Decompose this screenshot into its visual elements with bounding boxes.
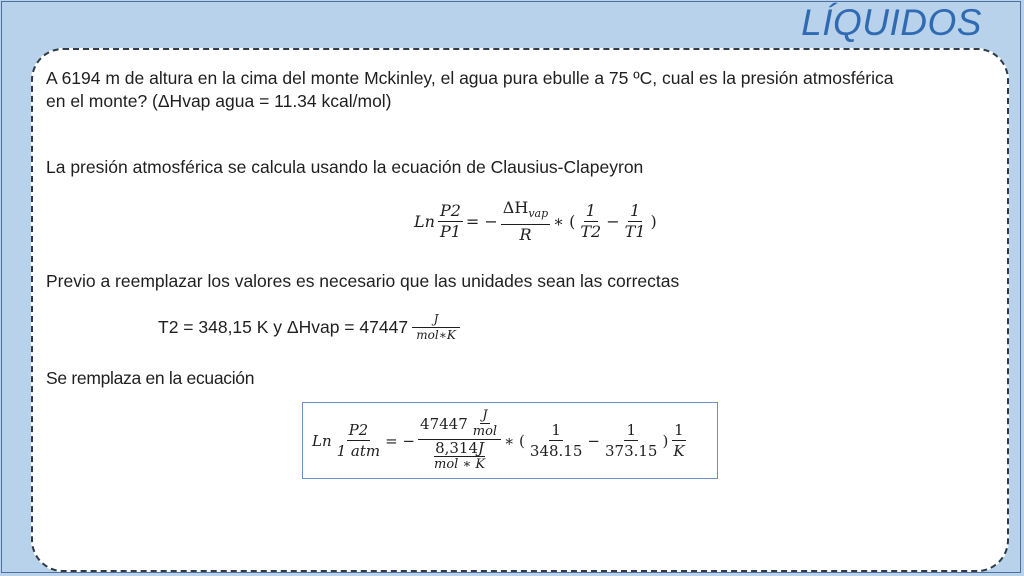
one-numerator: 1 [629, 201, 641, 221]
equals-minus: = − [385, 431, 416, 450]
unit-denominator: mol [472, 424, 498, 439]
t1-denominator: T1 [624, 222, 646, 242]
r-constant: R [519, 225, 532, 245]
enthalpy-number: 47447 [420, 414, 468, 433]
p-ratio-fraction [438, 201, 463, 242]
ln-label: Ln [414, 212, 435, 232]
enthalpy-unit [471, 408, 499, 439]
unit-numerator: J [412, 312, 460, 328]
t-a-denominator: 348.15 [529, 442, 583, 460]
close-paren: ) [662, 431, 669, 450]
big-compound-fraction [418, 408, 501, 473]
content-panel [31, 48, 1009, 572]
inv-348-fraction [528, 420, 585, 461]
inv-t1-fraction [623, 201, 648, 242]
p2-numerator: P2 [348, 421, 369, 439]
close-paren: ) [650, 212, 657, 232]
enthalpy-value [418, 408, 501, 440]
k-denominator: K [673, 442, 685, 460]
replace-heading: Se remplaza en la ecuación [46, 368, 255, 388]
problem-line-2: en el monte? (ΔHvap agua = 11.34 kcal/mol) [46, 91, 392, 111]
clausius-clapeyron-equation [414, 198, 657, 245]
unit-denominator: mol∗K [416, 328, 456, 342]
times-open-paren: ∗ ( [553, 212, 576, 232]
ln-label: Ln [312, 431, 332, 450]
values-line [158, 312, 460, 343]
inv-k-fraction [671, 420, 686, 461]
minus-sign: − [606, 212, 620, 232]
equals-minus: = − [465, 212, 498, 232]
values-text: T2 = 348,15 K y ΔHvap = 47447 [158, 317, 409, 337]
inv-t2-fraction [578, 201, 603, 242]
t2-denominator: T2 [580, 222, 602, 242]
unit-numerator: J [482, 408, 488, 423]
atm-denominator: 1 atm [336, 442, 381, 460]
p1-denominator: P1 [439, 222, 461, 242]
gas-constant-value [432, 440, 487, 473]
inv-373-fraction [603, 420, 660, 461]
one-numerator: 1 [626, 421, 636, 439]
enthalpy-fraction [501, 198, 550, 245]
problem-line-1: A 6194 m de altura en la cima del monte Mckinley, el agua pura ebulle a 75 ºC, cual es la presión atmosférica [46, 68, 894, 88]
intro-text: La presión atmosférica se calcula usando la ecuación de Clausius-Clapeyron [46, 157, 644, 177]
t-b-denominator: 373.15 [604, 442, 658, 460]
one-numerator: 1 [551, 421, 561, 439]
one-numerator: 1 [585, 201, 596, 221]
gas-constant-unit-den: mol ∗ K [434, 457, 486, 472]
p2-over-atm-fraction [335, 420, 383, 461]
minus-sign: − [587, 431, 600, 450]
delta-h-vap: $\Delta H_{vap}$ [501, 198, 550, 225]
values-unit-fraction [412, 312, 460, 343]
times-open-paren: ∗ ( [504, 431, 525, 450]
gas-constant-top: 8,314J [435, 439, 485, 457]
p2-numerator: P2 [439, 201, 461, 221]
substituted-equation [312, 404, 687, 477]
units-note: Previo a reemplazar los valores es necesario que las unidades sean las correctas [46, 271, 680, 291]
slide-title: LÍQUIDOS [801, 2, 982, 43]
one-numerator: 1 [674, 421, 684, 439]
